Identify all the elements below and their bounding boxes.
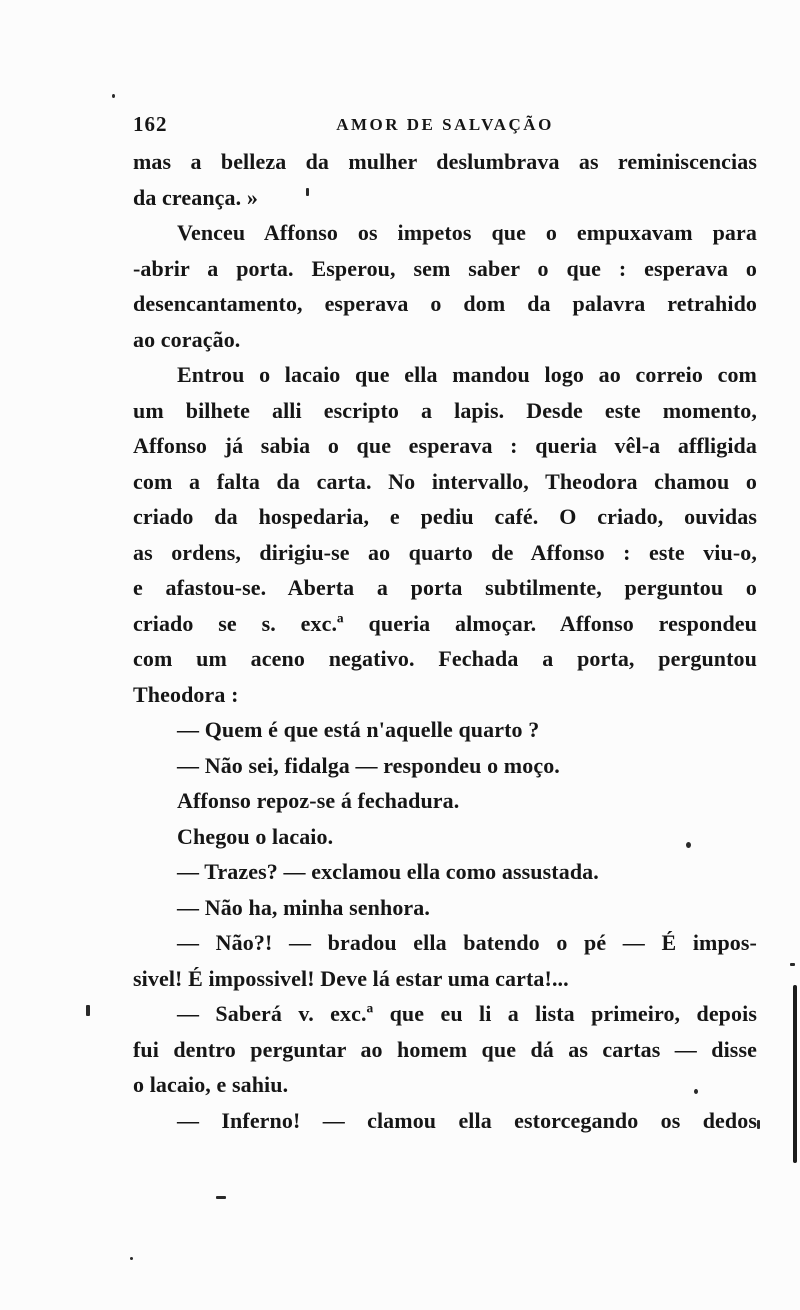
text-line dialogue-line: — Saberá v. exc.ª que eu li a lista primeiro, depois [177, 1001, 757, 1026]
text-line: e afastou-se. Aberta a porta subtilmente, perguntou o [133, 575, 757, 600]
ink-speck [686, 842, 691, 848]
text-line: Affonso já sabia o que esperava : queria vêl-a affligida [133, 433, 757, 458]
text-line: criado se s. exc.ª queria almoçar. Affonso respondeu [133, 610, 757, 636]
text-line dialogue-line: — Quem é que está n'aquelle quarto ? [177, 717, 540, 742]
text-line dialogue-line: — Inferno! — clamou ella estorcegando os dedos [177, 1107, 757, 1133]
text-line: um bilhete alli escripto a lapis. Desde este momento, [133, 397, 757, 423]
running-title: AMOR DE SALVAÇÃO [336, 115, 554, 134]
text-line: com um aceno negativo. Fechada a porta, perguntou [133, 646, 757, 671]
ink-speck [112, 94, 115, 98]
ink-speck [790, 963, 795, 966]
text-line: mas a belleza da mulher deslumbrava as reminiscencias [133, 149, 757, 174]
ink-speck [86, 1005, 90, 1016]
text-line: -abrir a porta. Esperou, sem saber o que : esperava o [133, 255, 757, 281]
text-line: desencantamento, esperava o dom da palavra retrahido [133, 291, 757, 316]
text-line: da creança. » [133, 184, 258, 210]
text-line: Venceu Affonso os impetos que o empuxavam para [177, 220, 757, 245]
scan-streak-artifact [793, 985, 797, 1163]
text-line: as ordens, dirigiu-se ao quarto de Affonso : este viu-o, [133, 539, 757, 565]
text-line: o lacaio, e sahiu. [133, 1072, 289, 1097]
ink-speck [216, 1196, 226, 1199]
text-line: Affonso repoz-se á fechadura. [177, 788, 460, 813]
text-line dialogue-line: — Não?! — bradou ella batendo o pé — É impos- [177, 930, 757, 955]
text-line: Entrou o lacaio que ella mandou logo ao correio com [177, 362, 757, 387]
text-line: com a falta da carta. No intervallo, Theodora chamou o [133, 468, 757, 494]
text-line dialogue-line: — Trazes? — exclamou ella como assustada. [177, 859, 599, 884]
text-line: Theodora : [133, 681, 239, 707]
text-line: ao coração. [133, 326, 241, 352]
ink-speck [694, 1089, 698, 1094]
text-line dialogue-line: — Não sei, fidalga — respondeu o moço. [177, 752, 560, 778]
text-line: criado da hospedaria, e pediu café. O criado, ouvidas [133, 504, 757, 529]
ink-speck [757, 1120, 760, 1129]
ink-speck [306, 188, 309, 196]
text-line: fui dentro perguntar ao homem que dá as cartas — disse [133, 1036, 757, 1062]
text-line: sivel! É impossivel! Deve lá estar uma carta!... [133, 965, 569, 991]
text-line dialogue-line: — Não ha, minha senhora. [177, 894, 430, 920]
ink-speck [130, 1257, 133, 1260]
page-number: 162 [133, 112, 168, 136]
body-text [133, 144, 757, 1138]
page-header [133, 112, 757, 142]
text-line: Chegou o lacaio. [177, 823, 334, 849]
